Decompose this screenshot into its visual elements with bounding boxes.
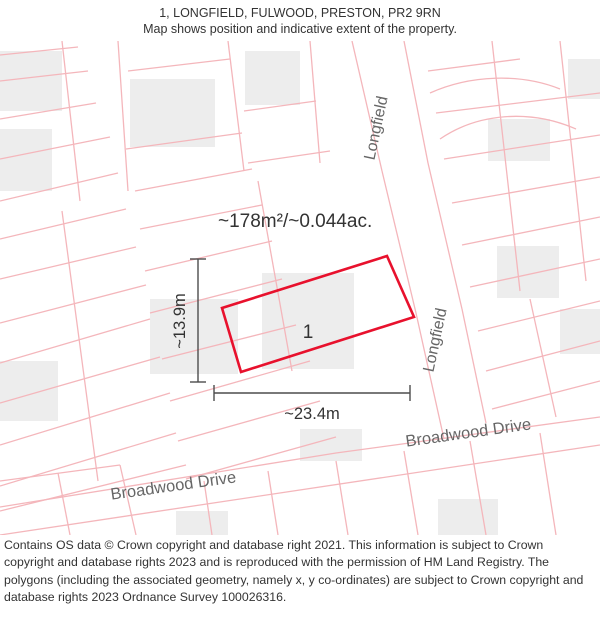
street-label-broadwood-drive-right: Broadwood Drive [404, 415, 533, 451]
page-subtitle: Map shows position and indicative extent of the property. [143, 22, 457, 36]
width-label: ~23.4m [284, 405, 340, 423]
height-label: ~13.9m [171, 293, 189, 349]
street-label-broadwood-drive-left: Broadwood Drive [109, 468, 238, 504]
map-header [0, 0, 600, 37]
attribution-text: Contains OS data © Crown copyright and database right 2021. This information is subject to Crown copyright and database rights 2023 and is reproduced with the permission of HM Land Registry. The polygons (including the associated geometry, namely x, y co-ordinates) are subject to Crown copyright and database rights 2023 Ordnance Survey 100026316. [4, 538, 584, 605]
street-label-longfield-mid: Longfield [420, 306, 451, 374]
map-canvas[interactable] [0, 41, 600, 535]
page-title: 1, LONGFIELD, FULWOOD, PRESTON, PR2 9RN [159, 6, 441, 20]
map-attribution [0, 537, 600, 607]
street-label-longfield-top: Longfield [361, 94, 392, 162]
area-label: ~178m²/~0.044ac. [218, 211, 373, 232]
plot-number-label: 1 [302, 322, 314, 343]
